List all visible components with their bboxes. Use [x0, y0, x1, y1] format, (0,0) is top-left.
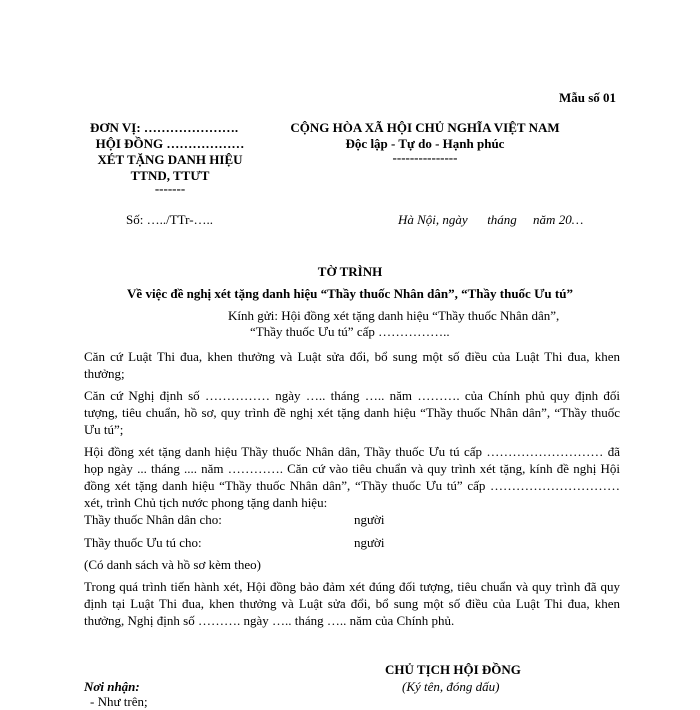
list-item-label-people-doctor: Thầy thuốc Nhân dân cho:: [84, 512, 222, 527]
paragraph-commitment: Trong quá trình tiến hành xét, Hội đồng bảo đảm xét đúng đối tượng, tiêu chuẩn và quy trình đã quy định tại Luật Thi đua, khen thưởng và Luật sửa đổi, bổ sung một số điều của Luật Thi đua, khen thưởng, Nghị định số ………. ngày ….. tháng ….. năm của Chính phủ.: [84, 579, 620, 628]
unit-line: ĐƠN VỊ: ………………….: [90, 120, 239, 135]
document-number: Số: …../TTr-…..: [126, 212, 214, 227]
list-item-unit-people-doctor: người: [354, 512, 385, 527]
right-divider: ---------------: [392, 150, 458, 165]
document-title: TỜ TRÌNH: [317, 264, 383, 279]
left-divider: -------: [154, 181, 186, 196]
document-subject: Về việc đề nghị xét tặng danh hiệu “Thầy thuốc Nhân dân”, “Thầy thuốc Ưu tú”: [127, 286, 573, 301]
paragraph-legal-basis-law: Căn cứ Luật Thi đua, khen thưởng và Luật sửa đổi, bổ sung một số điều của Luật Thi đua, khen thưởng;: [84, 349, 620, 381]
paragraph-council-proposal: Hội đồng xét tặng danh hiệu Thầy thuốc Nhân dân, Thầy thuốc Ưu tú cấp ……………………… đã họp ngày ... tháng .... năm …………. Căn cứ vào tiêu chuẩn và quy trình xét tặng, kính đề nghị Hội đồng xét tặng danh hiệu “Thầy thuốc Nhân dân”, “Thầy thuốc Ưu tú” cấp ………………………… xét, trình Chủ tịch nước phong tặng danh hiệu:: [84, 444, 620, 510]
council-line: HỘI ĐỒNG ………………: [95, 136, 245, 151]
attachment-note: (Có danh sách và hồ sơ kèm theo): [84, 557, 261, 572]
recipient-line2: “Thầy thuốc Ưu tú” cấp ……………..: [250, 324, 450, 339]
recipients-first: - Như trên;: [90, 694, 148, 709]
place-and-date: Hà Nội, ngày tháng năm 20…: [398, 212, 584, 227]
national-motto: Độc lập - Tự do - Hạnh phúc: [345, 136, 505, 151]
paragraph-legal-basis-decree: Căn cứ Nghị định số …………… ngày ….. tháng ….. năm ………. của Chính phủ quy định đối tượng, tiêu chuẩn, hồ sơ, quy trình đề nghị xét tặng danh hiệu “Thầy thuốc Nhân dân”, “Thầy thuốc Ưu tú”;: [84, 388, 620, 437]
list-item-unit-excellent-doctor: người: [354, 535, 385, 550]
council-title-line1: XÉT TẶNG DANH HIỆU: [97, 152, 243, 167]
chair-title: CHỦ TỊCH HỘI ĐỒNG: [385, 662, 521, 677]
recipients-label: Nơi nhận:: [84, 679, 140, 694]
recipient-line1: Kính gửi: Hội đồng xét tặng danh hiệu “Thầy thuốc Nhân dân”,: [228, 308, 560, 323]
list-item-label-excellent-doctor: Thầy thuốc Ưu tú cho:: [84, 535, 202, 550]
chair-signature-note: (Ký tên, đóng dấu): [402, 679, 500, 694]
council-title-line2: TTND, TTƯT: [130, 168, 210, 183]
form-number: Mẫu số 01: [559, 90, 617, 105]
country-name: CỘNG HÒA XÃ HỘI CHỦ NGHĨA VIỆT NAM: [290, 120, 560, 135]
